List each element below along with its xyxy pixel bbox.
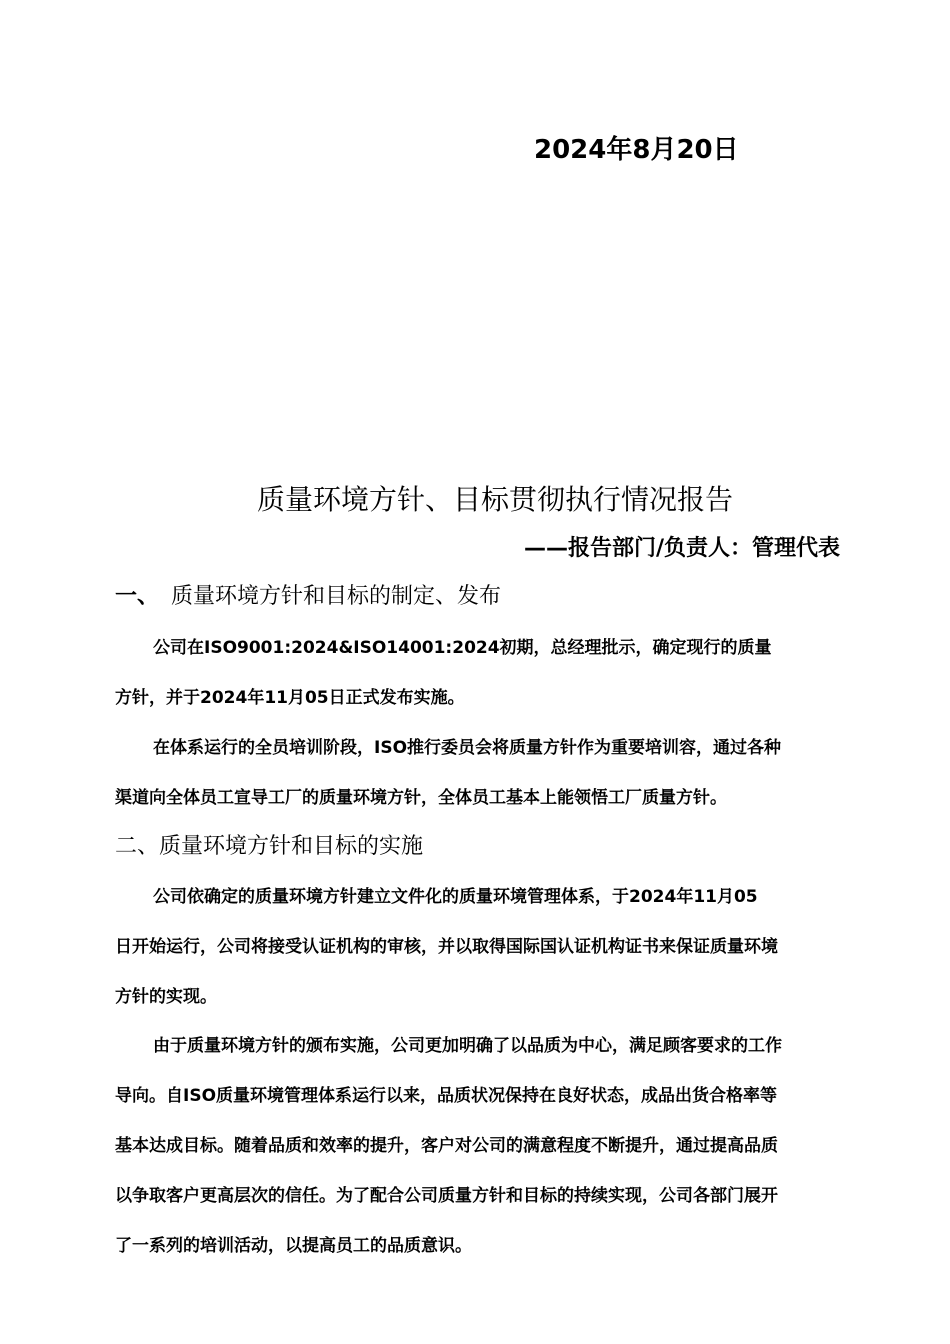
paragraph-line: 基本达成目标。随着品质和效率的提升，客户对公司的满意程度不断提升，通过提高品质 xyxy=(115,1136,778,1156)
paragraph-line: 以争取客户更高层次的信任。为了配合公司质量方针和目标的持续实现，公司各部门展开 xyxy=(115,1186,778,1206)
section-1-paragraph-2 xyxy=(115,723,877,823)
section-1-number: 一、 xyxy=(115,584,160,609)
paragraph-line: 方针的实现。 xyxy=(115,987,217,1007)
paragraph-line: 渠道向全体员工宣导工厂的质量环境方针，全体员工基本上能领悟工厂质量方针。 xyxy=(115,788,727,808)
paragraph-line: 由于质量环境方针的颁布实施，公司更加明确了以品质为中心，满足顾客要求的工作 xyxy=(153,1036,782,1056)
section-2-paragraph-2 xyxy=(115,1021,877,1271)
section-2-paragraph-1 xyxy=(115,872,877,1022)
paragraph-line: 公司依确定的质量环境方针建立文件化的质量环境管理体系，于2024年11月05 xyxy=(153,887,758,907)
paragraph-line: 方针，并于2024年11月05日正式发布实施。 xyxy=(115,688,465,708)
report-title: 质量环境方针、目标贯彻执行情况报告 xyxy=(256,483,733,516)
paragraph-line: 导向。自ISO质量环境管理体系运行以来，品质状况保持在良好状态，成品出货合格率等 xyxy=(115,1086,778,1106)
section-1-paragraph-1 xyxy=(115,623,877,723)
report-byline: ——报告部门/负责人：管理代表 xyxy=(523,536,840,561)
paragraph-line: 了一系列的培训活动，以提高员工的品质意识。 xyxy=(115,1236,472,1256)
section-2-heading: 二、质量环境方针和目标的实施 xyxy=(115,834,424,859)
report-date: 2024年8月20日 xyxy=(534,135,739,165)
paragraph-line: 在体系运行的全员培训阶段，ISO推行委员会将质量方针作为重要培训容，通过各种 xyxy=(153,738,782,758)
section-1-title: 质量环境方针和目标的制定、发布 xyxy=(171,584,502,609)
paragraph-line: 日开始运行，公司将接受认证机构的审核，并以取得国际国认证机构证书来保证质量环境 xyxy=(115,937,778,957)
paragraph-line: 公司在ISO9001:2024&ISO14001:2024初期，总经理批示，确定现行的质量 xyxy=(153,638,772,658)
section-1-heading xyxy=(115,582,501,612)
